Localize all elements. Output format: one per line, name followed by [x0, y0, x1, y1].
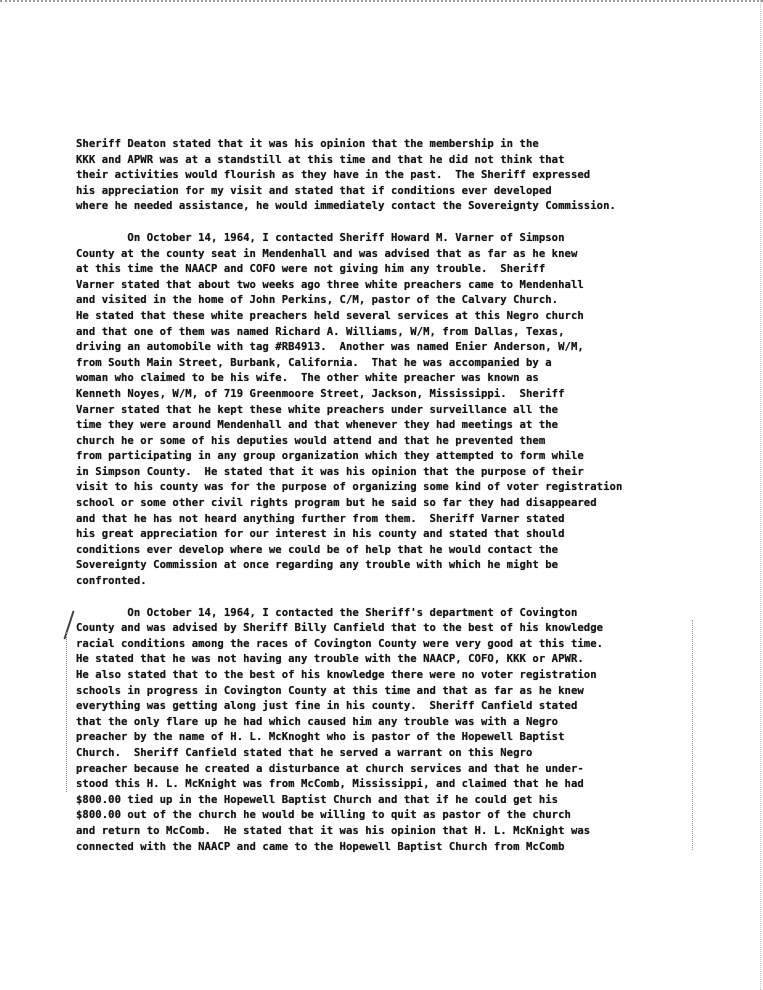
text-line: conditions ever develop where we could be of help that he would contact the	[76, 543, 559, 556]
text-line: and that one of them was named Richard A. Williams, W/M, from Dallas, Texas,	[76, 325, 565, 338]
text-line: County at the county seat in Mendenhall and was advised that as far as he knew	[76, 247, 578, 260]
text-line: in Simpson County. He stated that it was his opinion that the purpose of their	[76, 465, 584, 478]
text-line: that the only flare up he had which caused him any trouble was with a Negro	[76, 715, 559, 728]
text-line: and return to McComb. He stated that it was his opinion that H. L. McKnight was	[76, 824, 591, 837]
document-page	[76, 137, 756, 855]
paragraph-covington-county	[76, 606, 756, 856]
text-line: Varner stated that he kept these white preachers under surveillance all the	[76, 403, 559, 416]
text-line: Sovereignty Commission at once regarding any trouble with which he might be	[76, 559, 559, 572]
text-line: confronted.	[76, 575, 147, 588]
scan-right-edge	[760, 0, 761, 990]
text-line: $800.00 out of the church he would be willing to quit as pastor of the church	[76, 809, 571, 822]
text-line: He also stated that to the best of his knowledge there were no voter registration	[76, 669, 597, 681]
text-line: and that he has not heard anything further from them. Sheriff Varner stated	[76, 512, 565, 525]
paragraph-simpson-county	[76, 231, 756, 590]
text-line: visit to his county was for the purpose of organizing some kind of voter registration	[76, 481, 623, 494]
text-line: stood this H. L. McKnight was from McComb, Mississippi, and claimed that he had	[76, 778, 584, 791]
text-line: schools in progress in Covington County at this time and that as far as he knew	[76, 684, 584, 697]
scan-top-edge	[0, 0, 763, 2]
margin-pencil-line	[66, 632, 67, 792]
paragraph-gap	[76, 215, 756, 231]
text-line: church he or some of his deputies would attend and that he prevented them	[76, 434, 546, 447]
text-line: Varner stated that about two weeks ago three white preachers came to Mendenhall	[76, 278, 584, 291]
text-line: $800.00 tied up in the Hopewell Baptist Church and that if he could get his	[76, 793, 559, 806]
text-line: at this time the NAACP and COFO were not giving him any trouble. Sheriff	[76, 263, 546, 276]
paragraph-sheriff-deaton	[76, 137, 756, 215]
margin-pencil-line	[692, 620, 693, 850]
text-line: On October 14, 1964, I contacted the Sheriff's department of Covington	[76, 606, 578, 619]
text-line: County and was advised by Sheriff Billy Canfield that to the best of his knowledge	[76, 622, 604, 635]
text-line: school or some other civil rights program but he said so far they had disappeared	[76, 497, 597, 510]
text-line: from participating in any group organization which they attempted to form while	[76, 450, 584, 463]
text-line: everything was getting along just fine in his county. Sheriff Canfield stated	[76, 700, 578, 713]
paragraph-gap	[76, 590, 756, 606]
text-line: and visited in the home of John Perkins, C/M, pastor of the Calvary Church.	[76, 294, 559, 307]
text-line: connected with the NAACP and came to the Hopewell Baptist Church from McComb	[76, 840, 565, 853]
text-line: their activities would flourish as they have in the past. The Sheriff expressed	[76, 169, 591, 182]
text-line: where he needed assistance, he would immediately contact the Sovereignty Commission.	[76, 200, 616, 213]
text-line: On October 14, 1964, I contacted Sheriff Howard M. Varner of Simpson	[76, 231, 565, 244]
text-line: He stated that these white preachers held several services at this Negro church	[76, 309, 584, 322]
text-line: his great appreciation for our interest in his county and stated that should	[76, 528, 565, 541]
text-line: woman who claimed to be his wife. The other white preacher was known as	[76, 372, 539, 385]
text-line: racial conditions among the races of Covington County were very good at this time.	[76, 637, 604, 650]
text-line: preacher because he created a disturbance at church services and that he under-	[76, 762, 584, 775]
text-line: his appreciation for my visit and stated that if conditions ever developed	[76, 184, 552, 197]
text-line: KKK and APWR was at a standstill at this time and that he did not think that	[76, 153, 565, 166]
text-line: driving an automobile with tag #RB4913. Another was named Enier Anderson, W/M,	[76, 341, 584, 354]
text-line: Sheriff Deaton stated that it was his opinion that the membership in the	[76, 138, 539, 150]
text-line: He stated that he was not having any trouble with the NAACP, COFO, KKK or APWR.	[76, 653, 584, 666]
text-line: preacher by the name of H. L. McKnoght who is pastor of the Hopewell Baptist	[76, 731, 565, 744]
text-line: Kenneth Noyes, W/M, of 719 Greenmoore Street, Jackson, Mississippi. Sheriff	[76, 387, 565, 400]
text-line: time they were around Mendenhall and that whenever they had meetings at the	[76, 419, 559, 432]
text-line: Church. Sheriff Canfield stated that he served a warrant on this Negro	[76, 746, 533, 759]
text-line: from South Main Street, Burbank, California. That he was accompanied by a	[76, 356, 552, 369]
